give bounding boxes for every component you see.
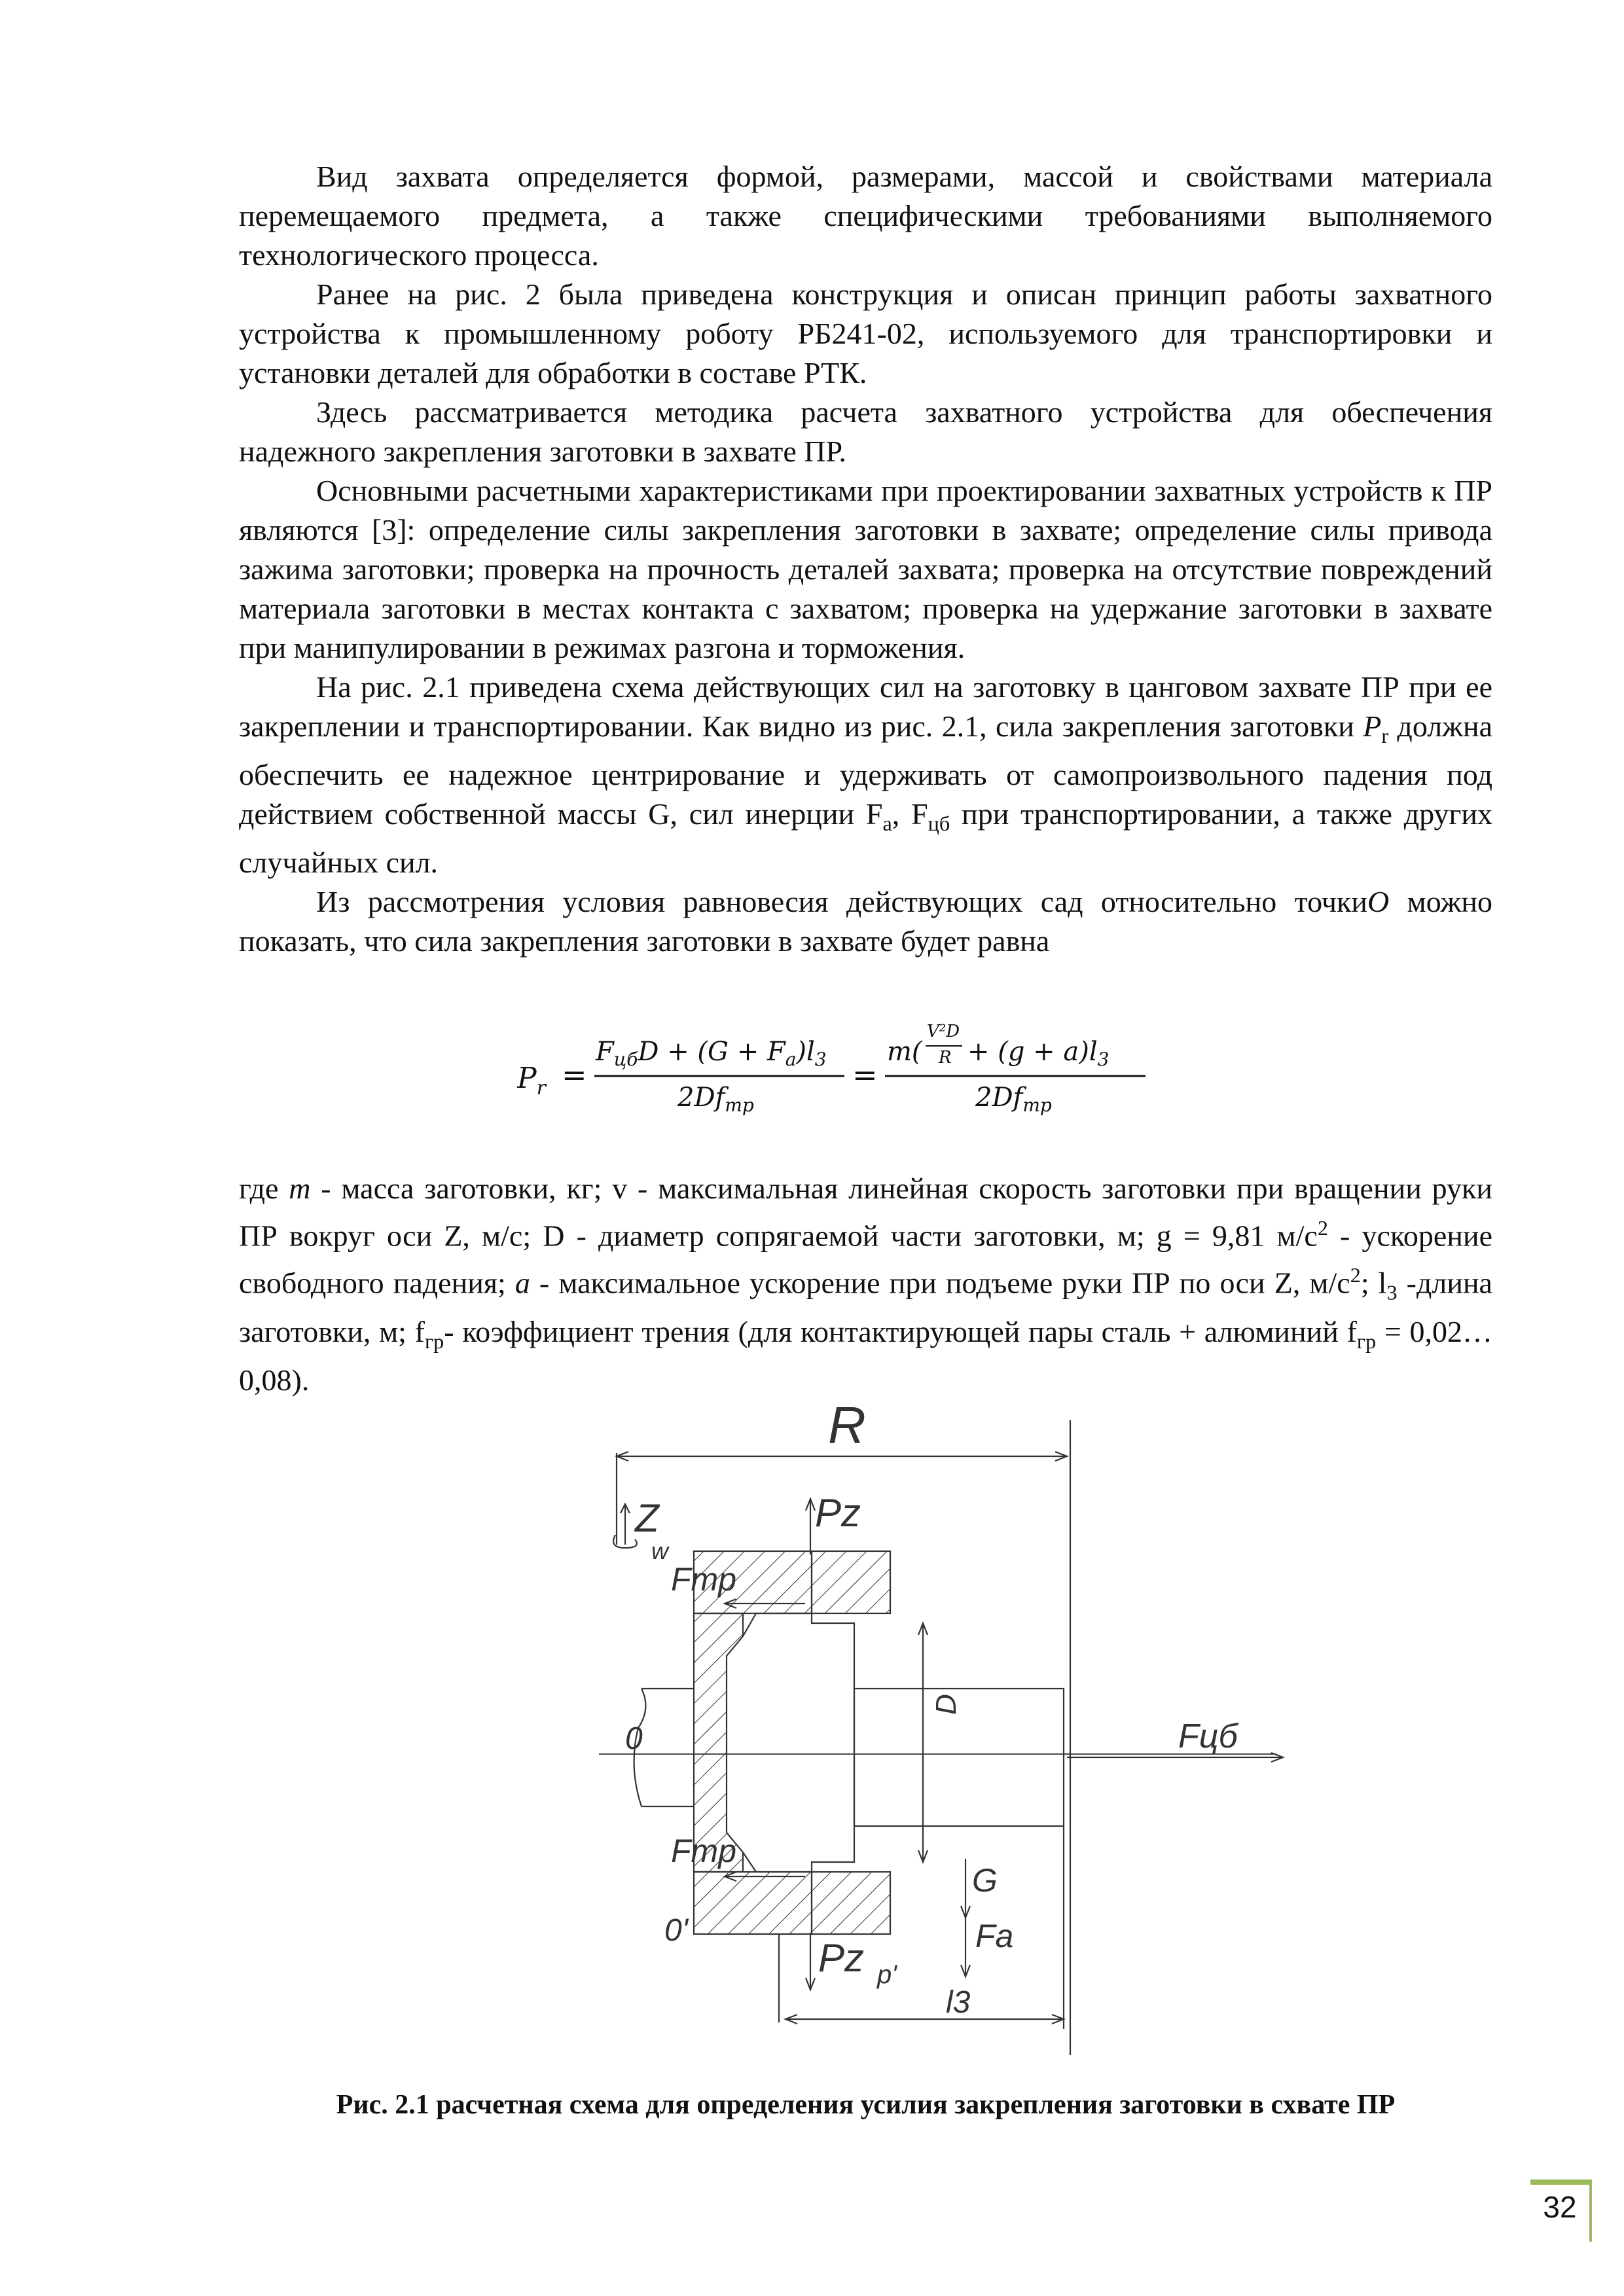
formula-sub: тр <box>1022 1094 1052 1116</box>
paragraph: Ранее на рис. 2 была приведена конструкция и описан принцип работы захватного устройства к промышленному роботу РБ241-02, используемого для транспортировки и установки деталей для обработки в составе РТК. <box>239 278 1492 389</box>
text-run: a <box>882 812 892 836</box>
text-run: цб <box>928 812 950 836</box>
formula-sub: 3 <box>1097 1049 1110 1070</box>
formula-eq: = <box>852 1057 878 1092</box>
formula-part: R <box>939 1048 952 1067</box>
paragraph <box>239 882 1492 961</box>
formula-part: )l <box>796 1037 815 1067</box>
label-ftr-bottom: Fmp <box>671 1833 736 1869</box>
text-run: r <box>1381 724 1389 748</box>
text-run: , F <box>892 797 928 831</box>
svg-text:+ (g + a)l3 <box>967 1037 1109 1070</box>
label-o: 0 <box>625 1721 643 1756</box>
formula-eq: = <box>562 1057 587 1092</box>
formula-svg <box>517 1008 1172 1139</box>
svg-text:2Dfтр <box>975 1083 1052 1116</box>
text-run: - масса заготовки, кг; v - максимальная линейная скорость заготовки при вращении руки ПР вокруг оси Z, м/с; D - диаметр сопрягаемой части заготовки, м; g = 9,81 м/с <box>239 1172 1492 1253</box>
text-run: a <box>514 1266 530 1300</box>
label-o-prime: 0' <box>664 1913 688 1948</box>
formula-part: V²D <box>927 1022 960 1041</box>
text-run: - максимальное ускорение при подъеме руки ПР по оси Z, м/с <box>530 1266 1350 1300</box>
text-run: P <box>1363 709 1382 743</box>
formula-sub: a <box>785 1049 797 1070</box>
gripper-diagram-svg <box>589 1401 1309 2055</box>
body-text <box>239 157 1492 961</box>
label-fcb: Fцб <box>1178 1717 1238 1755</box>
paragraph <box>239 668 1492 882</box>
label-d: D <box>930 1694 962 1715</box>
paragraph: Вид захвата определяется формой, размерами, массой и свойствами материала перемещаемого предмета, а также специфическими требованиями выполняемого технологического процесса. <box>239 160 1492 272</box>
formula <box>517 1008 1172 1139</box>
page-number: 32 <box>1543 2190 1577 2224</box>
label-r: R <box>828 1401 866 1454</box>
text-run: можно показать, что сила закрепления заготовки в захвате будет равна <box>239 885 1492 958</box>
paragraph: Здесь рассматривается методика расчета захватного устройства для обеспечения надежного закрепления заготовки в захвате ПР. <box>239 395 1492 468</box>
page-number-bar <box>1530 2179 1589 2185</box>
label-g: G <box>972 1862 998 1899</box>
formula-part: 2Df <box>677 1083 725 1113</box>
text-run: m <box>289 1172 311 1205</box>
formula-part: + (g + a)l <box>967 1037 1098 1067</box>
label-pz-top: Pz <box>815 1491 861 1535</box>
text-run: - ускорение свободного падения; <box>239 1219 1492 1300</box>
formula-sub: цб <box>613 1049 638 1070</box>
svg-text:FцбD + (G + Fa)l3 <box>595 1037 827 1070</box>
text-run: - коэффициент трения (для контактирующей пары сталь + алюминий f <box>444 1314 1357 1348</box>
formula-part: m( <box>887 1037 922 1067</box>
formula-part: D + (G + F <box>638 1037 785 1067</box>
formula-sub: 3 <box>814 1049 827 1070</box>
formula-part: 2Df <box>975 1083 1023 1113</box>
body-text-2 <box>239 1169 1492 1400</box>
label-z: Z <box>635 1496 659 1540</box>
text-run: = 0,02…0,08). <box>239 1314 1493 1397</box>
text-run: 3 <box>1386 1280 1398 1304</box>
label-pz-bottom: Pz <box>818 1936 865 1980</box>
text-run: при транспортировании, а также других случайных сил. <box>239 797 1492 880</box>
label-l3: l3 <box>946 1985 971 2020</box>
text-run: гр <box>424 1329 444 1354</box>
paragraph: Основными расчетными характеристиками при проектировании захватных устройств к ПР являются [3]: определение силы закрепления заготовки в захвате; определение силы привода зажима заготовки; проверка на прочность деталей захвата; проверка на отсутствие повреждений материала заготовки в местах контакта с захватом; проверка на удержание заготовки в захвате при манипулировании в режимах разгона и торможения. <box>239 474 1492 664</box>
page-number-side-bar <box>1589 2179 1592 2242</box>
jaw-lower <box>694 1872 812 1934</box>
figure-caption: Рис. 2.1 расчетная схема для определения усилия закрепления заготовки в схвате ПР <box>336 2090 1396 2120</box>
text-run: ; l <box>1360 1266 1387 1300</box>
formula-sub: тр <box>725 1094 754 1116</box>
label-ftr-top: Fmp <box>671 1561 736 1598</box>
svg-text:2Dfтр <box>677 1083 754 1116</box>
formula-part: F <box>596 1037 614 1067</box>
text-run: На рис. 2.1 приведена схема действующих сил на заготовку в цанговом захвате ПР при ее закреплении и транспортировании. Как видно из рис. 2.1, сила закрепления заготовки <box>239 670 1492 743</box>
text-run: где <box>239 1172 289 1205</box>
formula-lhs: P <box>517 1062 537 1095</box>
text-run: O <box>1367 885 1390 919</box>
label-w: w <box>651 1537 668 1564</box>
text-run: Из рассмотрения условия равновесия действующих сад относительно точки <box>316 885 1368 919</box>
workpiece <box>743 1613 854 1872</box>
formula-sub: r <box>536 1077 546 1100</box>
paragraph <box>239 1169 1492 1400</box>
label-fa: Fa <box>975 1918 1014 1954</box>
text-run: должна обеспечить ее надежное центрирование и удерживать от самопроизвольного падения под действием собственной массы G, сил инерции F <box>239 709 1492 831</box>
text-run: -длина заготовки, м; f <box>239 1266 1492 1348</box>
text-run: гр <box>1356 1329 1377 1354</box>
svg-text:Pr <box>517 1062 547 1100</box>
text-run: 2 <box>1350 1263 1361 1287</box>
text-run: 2 <box>1317 1216 1328 1240</box>
label-p-prime: p' <box>877 1960 897 1989</box>
gripper-diagram <box>589 1401 1309 2055</box>
